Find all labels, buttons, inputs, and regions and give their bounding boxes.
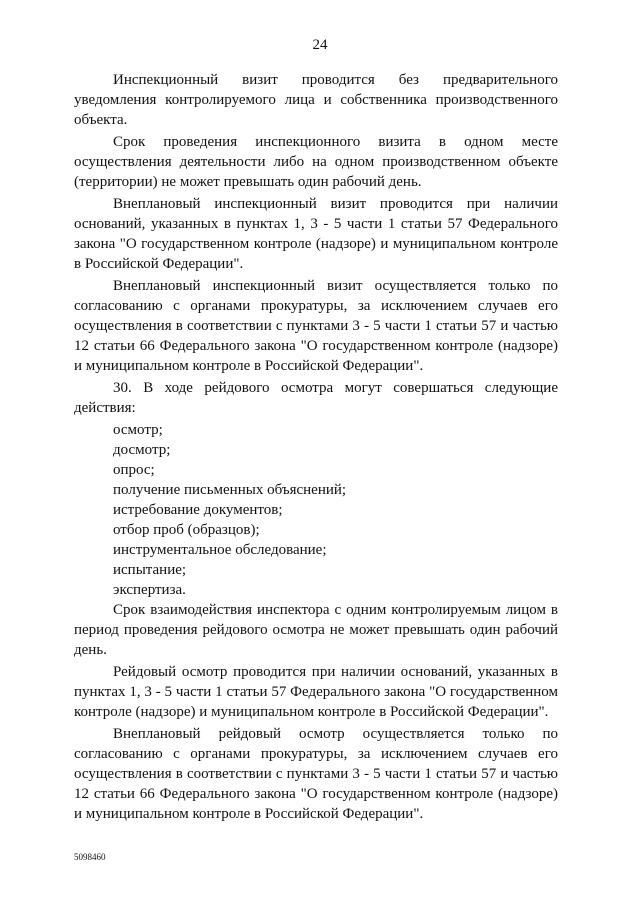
page-number: 24: [312, 37, 328, 53]
paragraph: Внеплановый рейдовый осмотр осуществляется только по согласованию с органами прокуратуры, за исключением случаев его осуществления в соответствии с пунктами 3 - 5 части 1 статьи 57 и частью 12 статьи 66 Федерального закона "О государственном контроле (надзоре) и муниципальном контроле в Российской Федерации".: [74, 726, 558, 822]
list-item: отбор проб (образцов);: [113, 522, 260, 538]
paragraph: Срок проведения инспекционного визита в одном месте осуществления деятельности либо на одном производственном объекте (территории) не может превышать один рабочий день.: [74, 134, 558, 190]
paragraph: Срок взаимодействия инспектора с одним контролируемым лицом в период проведения рейдового осмотра не может превышать один рабочий день.: [74, 602, 558, 658]
list-item: опрос;: [113, 462, 155, 478]
document-code: 5098460: [74, 852, 106, 862]
list-item: инструментальное обследование;: [113, 542, 327, 558]
list-item: испытание;: [113, 562, 187, 578]
list-item: осмотр;: [113, 422, 163, 438]
clause-30-intro: 30. В ходе рейдового осмотра могут совершаться следующие действия:: [74, 380, 558, 416]
list-item: досмотр;: [113, 442, 171, 458]
paragraph: Рейдовый осмотр проводится при наличии оснований, указанных в пунктах 1, 3 - 5 части 1 статьи 57 Федерального закона "О государственном контроле (надзоре) и муниципальном контроле в Российской Федерации".: [74, 664, 558, 720]
actions-list: [74, 420, 558, 600]
paragraph: Внеплановый инспекционный визит проводится при наличии оснований, указанных в пунктах 1, 3 - 5 части 1 статьи 57 Федерального закона "О государственном контроле (надзоре) и муниципальном контроле в Российской Федерации".: [74, 196, 558, 272]
list-item: экспертиза.: [113, 582, 186, 598]
paragraph: Инспекционный визит проводится без предварительного уведомления контролируемого лица и собственника производственного объекта.: [74, 72, 558, 128]
paragraph: Внеплановый инспекционный визит осуществляется только по согласованию с органами прокуратуры, за исключением случаев его осуществления в соответствии с пунктами 3 - 5 части 1 статьи 57 и частью 12 статьи 66 Федерального закона "О государственном контроле (надзоре) и муниципальном контроле в Российской Федерации".: [74, 278, 558, 374]
document-body: [74, 70, 558, 824]
list-item: истребование документов;: [113, 502, 283, 518]
list-item: получение письменных объяснений;: [113, 482, 347, 498]
